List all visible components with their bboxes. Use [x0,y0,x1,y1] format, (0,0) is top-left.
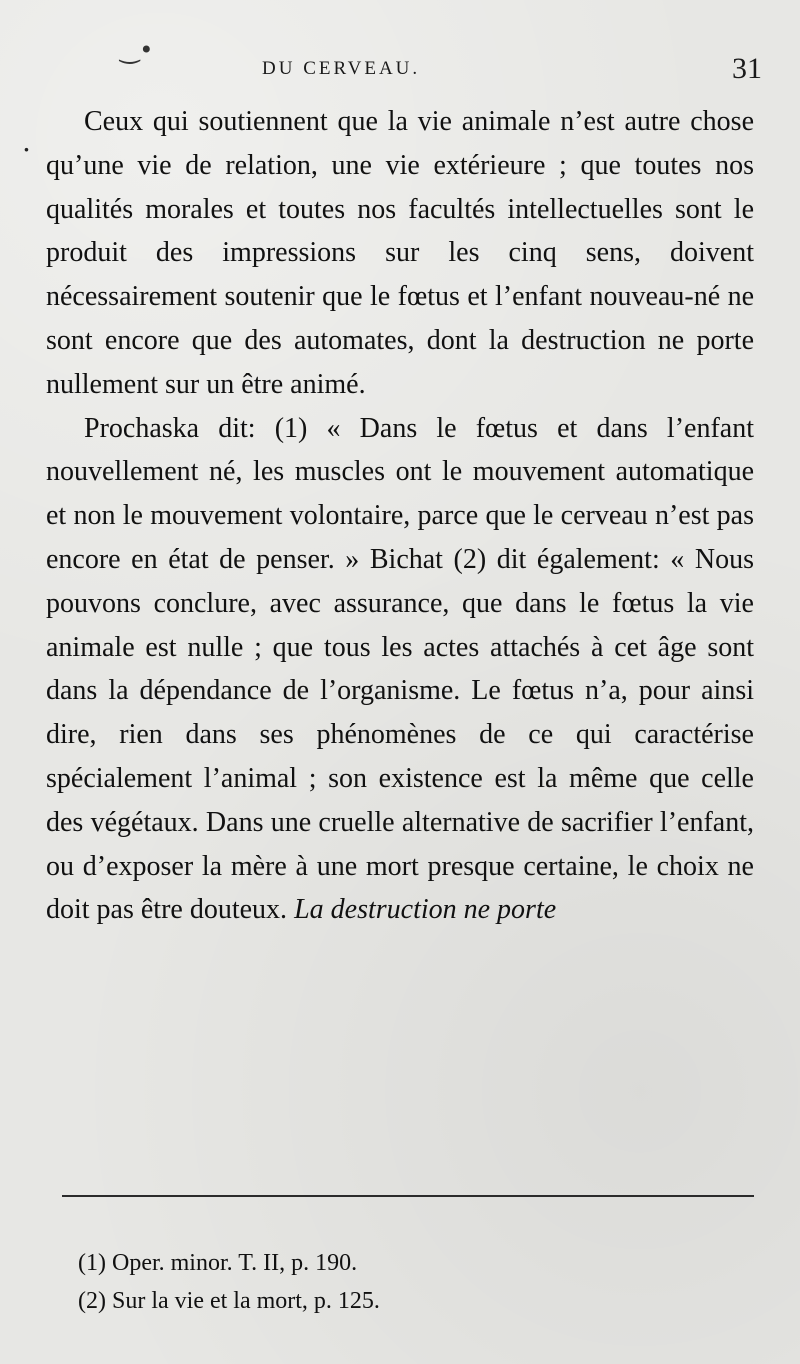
paragraph-2 [46,407,754,933]
paragraph-2-text: Prochaska dit: (1) « Dans le fœtus et dans l’enfant nouvellement né, les muscles ont le mouvement automatique et non le mouvement volontaire, parce que le cerveau n’est pas encore en état de penser. » Bichat (2) dit également: « Nous pouvons conclure, avec assurance, que dans le fœtus la vie animale est nulle ; que tous les actes attachés à cet âge sont dans la dépendance de l’organisme. Le fœtus n’a, pour ainsi dire, rien dans ses phénomènes de ce qui caractérise spécialement l’animal ; son existence est la même que celle des végétaux. Dans une cruelle alternative de sacrifier l’enfant, ou d’exposer la mère à une mort presque certaine, le choix ne doit pas être douteux. [46,412,754,926]
corner-mark: ‿• [120,36,154,64]
running-title: DU CERVEAU. [262,58,421,79]
footnote-divider [62,1195,754,1197]
page-number: 31 [732,52,762,85]
footnotes [78,1244,728,1320]
footnote-1: (1) Oper. minor. T. II, p. 190. [78,1250,358,1276]
footnote-2: (2) Sur la vie et la mort, p. 125. [78,1288,380,1314]
side-dot: . [22,125,31,158]
paragraph-2-italic: La destruction ne porte [294,894,557,926]
main-text [46,100,754,932]
paragraph-1: Ceux qui soutiennent que la vie animale n’est autre chose qu’une vie de relation, une vie extérieure ; que toutes nos qualités morales et toutes nos facultés intellectuelles sont le produit des impressions sur les cinq sens, doivent nécessairement soutenir que le fœtus et l’enfant nouveau-né ne sont encore que des automates, dont la destruction ne porte nullement sur un être animé. [46,106,754,400]
